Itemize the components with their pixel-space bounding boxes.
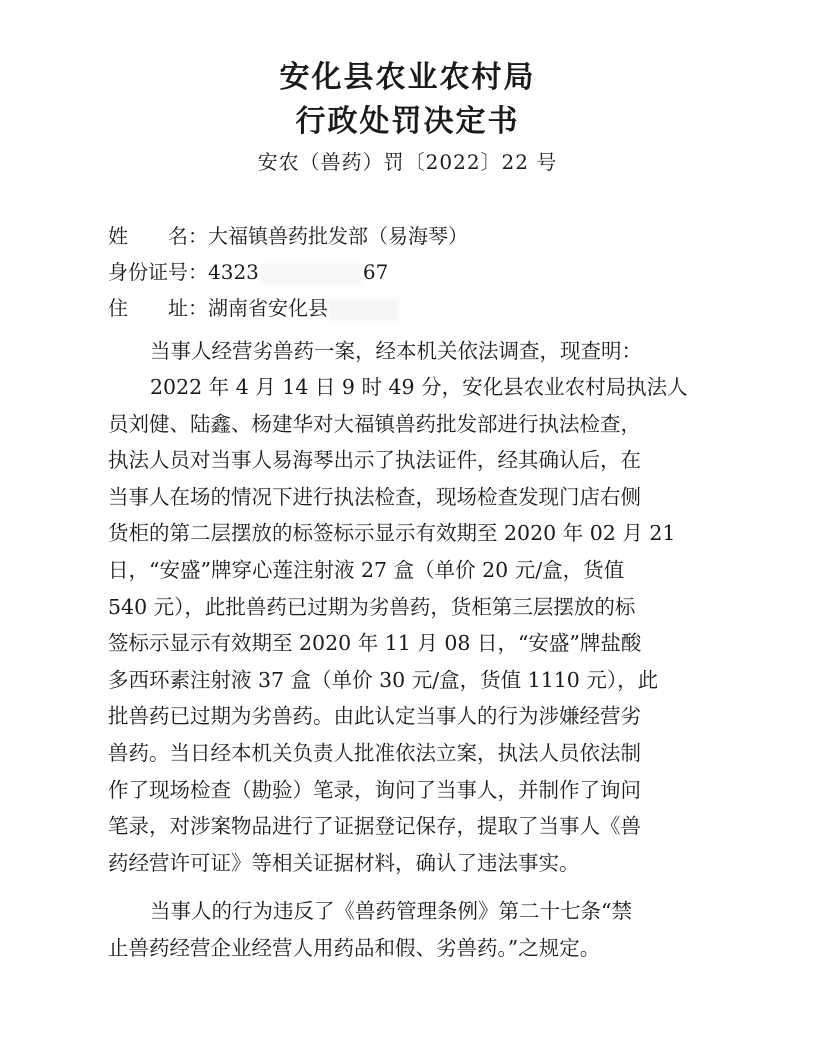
paragraph-line: 当事人在场的情况下进行执法检查，现场检查发现门店右侧 xyxy=(108,484,641,509)
paragraph-line: 作了现场检查（勘验）笔录，询问了当事人，并制作了询问 xyxy=(108,777,641,802)
paragraph-line: 批兽药已过期为劣兽药。由此认定当事人的行为涉嫌经营劣 xyxy=(108,704,641,729)
intro-line: 当事人经营劣兽药一案，经本机关依法调查，现查明： xyxy=(150,339,642,363)
paragraph-line: 员刘健、陆鑫、杨建华对大福镇兽药批发部进行执法检查， xyxy=(108,411,641,436)
party-id-suffix: 67 xyxy=(362,260,389,284)
paragraph-line: 药经营许可证》等相关证据材料，确认了违法事实。 xyxy=(108,850,580,875)
paragraph-line: 540 元），此批兽药已过期为劣兽药，货柜第三层摆放的标 xyxy=(108,594,636,619)
party-id-prefix: 4323 xyxy=(208,260,259,284)
paragraph-line: 签标示显示有效期至 2020 年 11 月 08 日，“安盛”牌盐酸 xyxy=(108,631,642,656)
paragraph-line: 货柜的第二层摆放的标签标示显示有效期至 2020 年 02 月 21 xyxy=(108,521,676,546)
party-id-row xyxy=(108,258,388,286)
violation-paragraph xyxy=(108,893,700,966)
party-address-row xyxy=(108,294,398,322)
paragraph-line: 2022 年 4 月 14 日 9 时 49 分，安化县农业农村局执法人 xyxy=(150,375,688,399)
paragraph-line: 执法人员对当事人易海琴出示了执法证件，经其确认后，在 xyxy=(108,448,641,473)
paragraph-line: 笔录，对涉案物品进行了证据登记保存，提取了当事人《兽 xyxy=(108,814,641,839)
paragraph-line: 兽药。当日经本机关负责人批准依法立案，执法人员依法制 xyxy=(108,740,641,765)
paragraph-line: 当事人的行为违反了《兽药管理条例》第二十七条“禁 xyxy=(150,899,632,923)
intro-paragraph xyxy=(108,333,700,370)
party-address-value: 湖南省安化县 xyxy=(208,296,328,320)
redaction-mask xyxy=(261,263,361,285)
paragraph-line: 多西环素注射液 37 盒（单价 30 元/盒，货值 1110 元），此 xyxy=(108,667,659,692)
party-name-label: 姓 名： xyxy=(108,224,208,248)
party-id-label: 身份证号： xyxy=(108,260,208,284)
party-name-row xyxy=(108,222,468,250)
party-address-label: 住 址： xyxy=(108,296,208,320)
findings-paragraph xyxy=(108,369,700,881)
document-title-agency: 安化县农业农村局 xyxy=(279,60,536,95)
redaction-mask xyxy=(328,299,398,321)
document-title-type: 行政处罚决定书 xyxy=(295,104,520,139)
document-number: 安农（兽药）罚〔2022〕22 号 xyxy=(257,150,558,174)
party-name-value: 大福镇兽药批发部（易海琴） xyxy=(208,224,468,248)
paragraph-line: 日，“安盛”牌穿心莲注射液 27 盒（单价 20 元/盒，货值 xyxy=(108,557,625,582)
paragraph-line: 止兽药经营企业经营人用药品和假、劣兽药。”之规定。 xyxy=(108,935,601,960)
